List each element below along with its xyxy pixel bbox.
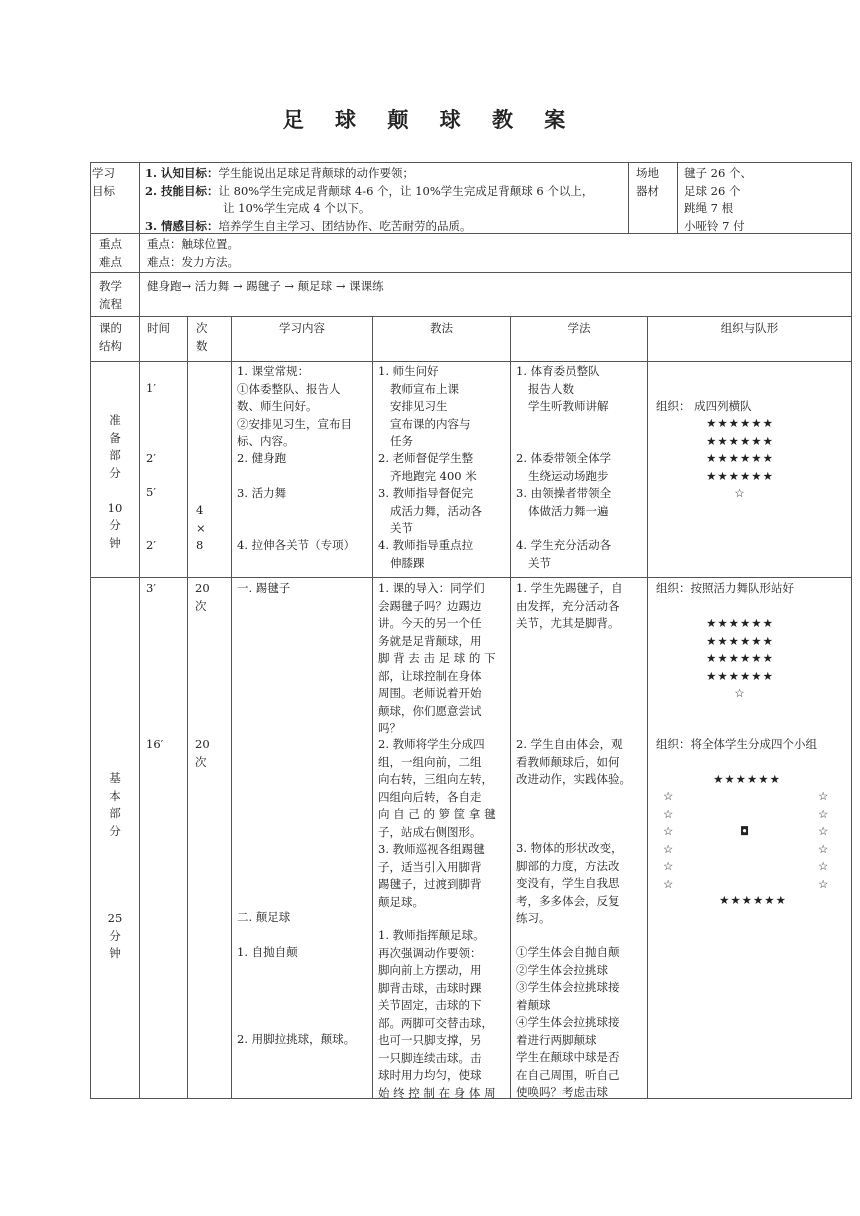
header-count: 次 数 [196,321,208,353]
key-points-label: 重点 难点 [99,237,122,269]
basic-teaching-3: 1. 教师指挥颠足球。 再次强调动作要领： 脚向前上方摆动，用 脚背击球，击球时踝 关节固定，击球的下 部。两脚可交替击球， 也可一只脚支撑，另 一只脚连续击球。击 球时用力均匀，使球 始 终 控 制 在 身 体 周 [378,928,496,1100]
basic-formation-1: ★★★★★★ ★★★★★★ ★★★★★★ ★★★★★★ ☆ [706,616,774,700]
prep-time-4: 2′ [146,538,156,552]
header-content: 学习内容 [279,321,325,335]
prep-org-label: 组织： 成四列横队 [656,399,752,413]
basic-learning-3: 3. 物体的形状改变， 脚部的力度，方法改 变没有，学生自我思 考，多多体会，反复 练习。 [516,841,623,925]
page-title: 足 球 颠 球 教 案 [282,107,578,132]
header-structure: 课的 结构 [99,321,122,353]
basic-teaching-1: 1. 课的导入：同学们 会踢毽子吗？边踢边 讲。今天的另一个任 务就是足背颠球，用 脚 背 去 击 足 球 的 下 部，让球控制在身体 周围。老师说着开始 颠球，你们愿意尝试 吗？ [378,581,496,735]
flow-text: 健身跑→ 活力舞 → 踢毽子 → 颠足球 → 课课练 [147,279,384,293]
formation-right-column: ☆ ☆ ☆ ☆ ☆ ☆ [818,789,829,891]
formation-center-marker: ◘ [740,824,750,838]
header-time: 时间 [147,321,170,335]
basic-time-2: 16′ [146,737,164,751]
basic-learning-4: ①学生体会自抛自颠 ②学生体会拉挑球 ③学生体会拉挑球接 着颠球 ④学生体会拉挑球接 着进行两脚颠球 学生在颠球中球是否 在自己周围，听自己 使唤吗？考虑击球 [516,945,620,1099]
objectives-label: 学习 目标 [92,166,115,198]
basic-org-label-2: 组织：将全体学生分成四个小组 [656,737,817,751]
formation-top-row: ★★★★★★ [713,772,781,786]
basic-count-1: 20 次 [195,581,210,613]
basic-teaching-2: 2. 教师将学生分成四 组，一组向前，二组 向右转，三组向左转， 四组向后转，各自走 向 自 己 的 箩 筐 拿 毽 子，站成右侧图形。 3. 教师巡视各组踢毽 子，适当引入用脚背 踢毽子，过渡到脚背 颠足球。 [378,737,496,909]
prep-time-2: 2′ [146,451,156,465]
basic-time-1: 3′ [146,581,156,595]
basic-org-label-1: 组织：按照活力舞队形站好 [656,581,794,595]
basic-count-2: 20 次 [195,737,210,769]
prep-time-1: 1′ [146,381,156,395]
header-learning: 学法 [567,321,591,335]
objectives-list: 1. 认知目标：学生能说出足球足背颠球的动作要领； 2. 技能目标：让 80%学生完成足背颠球 4-6 个，让 10%学生完成足背颠球 6 个以上， 让 10%学生完成 4 个以下。 3. 情感目标：培养学生自主学习、团结协作、吃苦耐劳的品质。 [145,166,594,233]
basic-structure-label: 基 本 部 分 25 分 钟 [107,771,123,960]
prep-count: 4 × 8 [196,503,206,552]
basic-content-juggle: 二. 颠足球 [237,910,291,924]
basic-content-self: 1. 自抛自颠 [237,945,298,959]
formation-bottom-row: ★★★★★★ [719,893,787,907]
prep-structure-label: 准 备 部 分 10 分 钟 [107,413,123,550]
venue-label: 场地 器材 [636,166,659,198]
prep-time-3: 5′ [146,485,156,499]
formation-left-column: ☆ ☆ ☆ ☆ ☆ ☆ [663,789,674,891]
venue-list: 毽子 26 个、 足球 26 个 跳绳 7 根 小哑铃 7 付 [684,166,752,233]
flow-label: 教学 流程 [99,279,122,311]
prep-formation: ★★★★★★ ★★★★★★ ★★★★★★ ★★★★★★ ☆ [706,416,774,500]
header-teaching: 教法 [430,321,453,335]
basic-learning-1: 1. 学生先踢毽子，自 由发挥，充分活动各 关节，尤其是脚背。 [516,581,623,630]
basic-content-kick: 一. 踢毽子 [237,581,291,595]
basic-learning-2: 2. 学生自由体会，观 看教师颠球后，如何 改进动作，实践体验。 [516,737,631,786]
header-organization: 组织与队形 [720,321,779,335]
key-points-text: 重点：触球位置。 难点：发力方法。 [147,237,239,269]
basic-content-pull: 2. 用脚拉挑球，颠球。 [237,1032,356,1046]
